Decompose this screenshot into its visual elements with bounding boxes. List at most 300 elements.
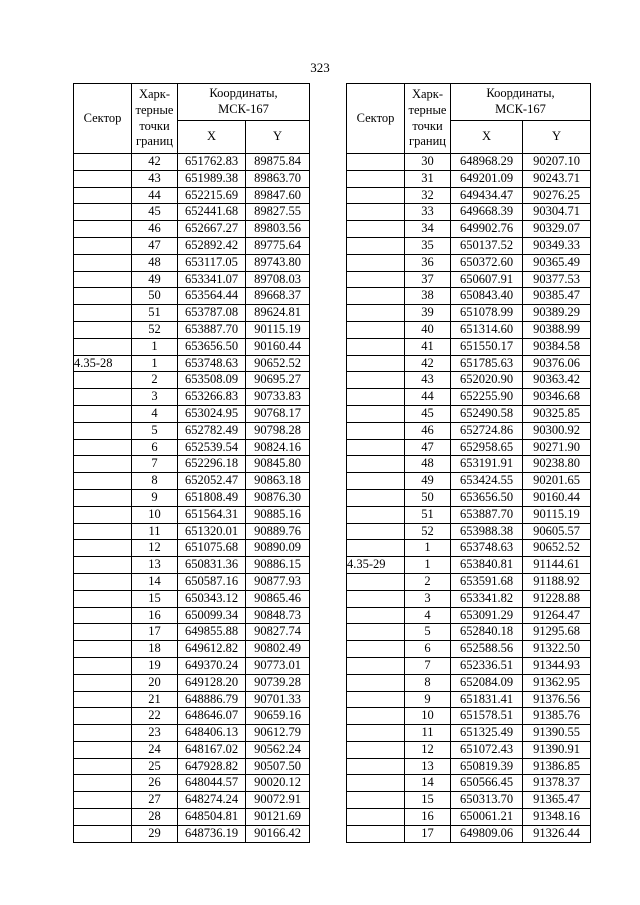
sector-cell xyxy=(74,338,132,355)
x-coordinate-cell: 650587.16 xyxy=(178,573,246,590)
sector-cell xyxy=(347,691,405,708)
point-number-cell: 7 xyxy=(405,657,451,674)
table-row xyxy=(74,641,310,658)
point-number-cell: 2 xyxy=(132,372,178,389)
sector-cell xyxy=(347,321,405,338)
x-coordinate-cell: 653117.05 xyxy=(178,254,246,271)
y-coordinate-cell: 91326.44 xyxy=(523,825,591,842)
x-coordinate-cell: 653748.63 xyxy=(451,540,523,557)
point-number-cell: 48 xyxy=(132,254,178,271)
sector-cell xyxy=(347,204,405,221)
point-number-cell: 2 xyxy=(405,573,451,590)
y-coordinate-cell: 90889.76 xyxy=(246,523,310,540)
table-row xyxy=(74,473,310,490)
x-coordinate-cell: 653091.29 xyxy=(451,607,523,624)
header-coordinates-line2: МСК-167 xyxy=(218,102,269,116)
sector-cell xyxy=(347,708,405,725)
y-coordinate-cell: 91385.76 xyxy=(523,708,591,725)
y-coordinate-cell: 89668.37 xyxy=(246,288,310,305)
header-coordinates-line1: Координаты, xyxy=(209,86,278,101)
x-coordinate-cell: 649809.06 xyxy=(451,825,523,842)
table-row xyxy=(74,825,310,842)
point-number-cell: 52 xyxy=(405,523,451,540)
sector-cell xyxy=(74,389,132,406)
x-coordinate-cell: 652052.47 xyxy=(178,473,246,490)
point-number-cell: 11 xyxy=(132,523,178,540)
y-coordinate-cell: 89624.81 xyxy=(246,305,310,322)
point-number-cell: 4 xyxy=(132,405,178,422)
sector-cell xyxy=(74,523,132,540)
point-number-cell: 35 xyxy=(405,237,451,254)
sector-cell xyxy=(74,758,132,775)
header-points-line3: точки xyxy=(139,118,170,133)
x-coordinate-cell: 653887.70 xyxy=(451,506,523,523)
y-coordinate-cell: 91264.47 xyxy=(523,607,591,624)
y-coordinate-cell: 90166.42 xyxy=(246,825,310,842)
point-number-cell: 44 xyxy=(405,389,451,406)
y-coordinate-cell: 90388.99 xyxy=(523,321,591,338)
point-number-cell: 49 xyxy=(405,473,451,490)
x-coordinate-cell: 653341.07 xyxy=(178,271,246,288)
x-coordinate-cell: 652840.18 xyxy=(451,624,523,641)
sector-cell xyxy=(347,237,405,254)
sector-cell: 4.35-28 xyxy=(74,355,132,372)
table-row xyxy=(74,355,310,372)
table-row xyxy=(347,708,591,725)
y-coordinate-cell: 91344.93 xyxy=(523,657,591,674)
y-coordinate-cell: 90876.30 xyxy=(246,489,310,506)
y-coordinate-cell: 90325.85 xyxy=(523,405,591,422)
header-coordinates-line2: МСК-167 xyxy=(495,102,546,116)
x-coordinate-cell: 653748.63 xyxy=(178,355,246,372)
table-row xyxy=(74,624,310,641)
table-row xyxy=(347,372,591,389)
point-number-cell: 5 xyxy=(132,422,178,439)
x-coordinate-cell: 650313.70 xyxy=(451,792,523,809)
y-coordinate-cell: 90886.15 xyxy=(246,557,310,574)
point-number-cell: 14 xyxy=(132,573,178,590)
y-coordinate-cell: 90020.12 xyxy=(246,775,310,792)
table-row xyxy=(74,573,310,590)
y-coordinate-cell: 91386.85 xyxy=(523,758,591,775)
point-number-cell: 3 xyxy=(405,590,451,607)
point-number-cell: 30 xyxy=(405,154,451,171)
y-coordinate-cell: 90115.19 xyxy=(523,506,591,523)
y-coordinate-cell: 91295.68 xyxy=(523,624,591,641)
y-coordinate-cell: 90072.91 xyxy=(246,792,310,809)
sector-cell xyxy=(347,456,405,473)
point-number-cell: 42 xyxy=(405,355,451,372)
y-coordinate-cell: 91376.56 xyxy=(523,691,591,708)
table-row xyxy=(347,758,591,775)
point-number-cell: 47 xyxy=(132,237,178,254)
header-sector: Сектор xyxy=(74,84,132,154)
point-number-cell: 38 xyxy=(405,288,451,305)
sector-cell xyxy=(347,439,405,456)
point-number-cell: 45 xyxy=(405,405,451,422)
table-row xyxy=(74,607,310,624)
y-coordinate-cell: 90384.58 xyxy=(523,338,591,355)
point-number-cell: 29 xyxy=(132,825,178,842)
y-coordinate-cell: 91322.50 xyxy=(523,641,591,658)
x-coordinate-cell: 652892.42 xyxy=(178,237,246,254)
sector-cell xyxy=(74,809,132,826)
x-coordinate-cell: 650343.12 xyxy=(178,590,246,607)
x-coordinate-cell: 652084.09 xyxy=(451,674,523,691)
y-coordinate-cell: 91188.92 xyxy=(523,573,591,590)
table-row xyxy=(347,321,591,338)
point-number-cell: 46 xyxy=(132,221,178,238)
x-coordinate-cell: 648167.02 xyxy=(178,741,246,758)
point-number-cell: 33 xyxy=(405,204,451,221)
point-number-cell: 43 xyxy=(132,170,178,187)
x-coordinate-cell: 653591.68 xyxy=(451,573,523,590)
x-coordinate-cell: 648274.24 xyxy=(178,792,246,809)
x-coordinate-cell: 649612.82 xyxy=(178,641,246,658)
point-number-cell: 16 xyxy=(405,809,451,826)
point-number-cell: 49 xyxy=(132,271,178,288)
point-number-cell: 51 xyxy=(132,305,178,322)
table-row xyxy=(347,473,591,490)
y-coordinate-cell: 90160.44 xyxy=(523,489,591,506)
header-coordinates-line1: Координаты, xyxy=(486,86,555,101)
y-coordinate-cell: 90365.49 xyxy=(523,254,591,271)
x-coordinate-cell: 651550.17 xyxy=(451,338,523,355)
coordinates-table-right xyxy=(346,83,591,843)
sector-cell xyxy=(74,405,132,422)
sector-cell xyxy=(74,590,132,607)
x-coordinate-cell: 653424.55 xyxy=(451,473,523,490)
y-coordinate-cell: 90385.47 xyxy=(523,288,591,305)
sector-cell xyxy=(347,170,405,187)
x-coordinate-cell: 652667.27 xyxy=(178,221,246,238)
sector-cell xyxy=(347,288,405,305)
sector-cell xyxy=(347,758,405,775)
table-row xyxy=(347,405,591,422)
x-coordinate-cell: 650607.91 xyxy=(451,271,523,288)
point-number-cell: 1 xyxy=(405,557,451,574)
left-table-body xyxy=(74,154,310,843)
x-coordinate-cell: 650831.36 xyxy=(178,557,246,574)
y-coordinate-cell: 90304.71 xyxy=(523,204,591,221)
y-coordinate-cell: 90507.50 xyxy=(246,758,310,775)
sector-cell xyxy=(74,321,132,338)
sector-cell xyxy=(347,775,405,792)
sector-cell xyxy=(74,170,132,187)
table-row xyxy=(74,792,310,809)
x-coordinate-cell: 650819.39 xyxy=(451,758,523,775)
x-coordinate-cell: 651785.63 xyxy=(451,355,523,372)
y-coordinate-cell: 89775.64 xyxy=(246,237,310,254)
header-x: X xyxy=(451,121,523,154)
table-row xyxy=(347,657,591,674)
x-coordinate-cell: 651075.68 xyxy=(178,540,246,557)
table-row xyxy=(74,691,310,708)
table-row xyxy=(347,355,591,372)
table-row xyxy=(347,540,591,557)
sector-cell xyxy=(347,825,405,842)
point-number-cell: 44 xyxy=(132,187,178,204)
x-coordinate-cell: 653840.81 xyxy=(451,557,523,574)
sector-cell xyxy=(74,439,132,456)
point-number-cell: 17 xyxy=(132,624,178,641)
x-coordinate-cell: 651578.51 xyxy=(451,708,523,725)
y-coordinate-cell: 91390.55 xyxy=(523,725,591,742)
header-coordinates xyxy=(451,84,591,121)
point-number-cell: 25 xyxy=(132,758,178,775)
point-number-cell: 47 xyxy=(405,439,451,456)
table-row xyxy=(347,674,591,691)
sector-cell xyxy=(74,271,132,288)
header-y: Y xyxy=(246,121,310,154)
x-coordinate-cell: 653787.08 xyxy=(178,305,246,322)
y-coordinate-cell: 91390.91 xyxy=(523,741,591,758)
table-row xyxy=(347,590,591,607)
point-number-cell: 37 xyxy=(405,271,451,288)
x-coordinate-cell: 653024.95 xyxy=(178,405,246,422)
sector-cell xyxy=(347,254,405,271)
point-number-cell: 28 xyxy=(132,809,178,826)
y-coordinate-cell: 90827.74 xyxy=(246,624,310,641)
point-number-cell: 13 xyxy=(405,758,451,775)
point-number-cell: 6 xyxy=(405,641,451,658)
table-row xyxy=(74,187,310,204)
sector-cell xyxy=(347,624,405,641)
point-number-cell: 9 xyxy=(132,489,178,506)
table-row xyxy=(74,456,310,473)
sector-cell xyxy=(74,473,132,490)
y-coordinate-cell: 90346.68 xyxy=(523,389,591,406)
point-number-cell: 50 xyxy=(132,288,178,305)
point-number-cell: 48 xyxy=(405,456,451,473)
y-coordinate-cell: 90160.44 xyxy=(246,338,310,355)
sector-cell xyxy=(347,305,405,322)
x-coordinate-cell: 652588.56 xyxy=(451,641,523,658)
table-row xyxy=(74,439,310,456)
sector-cell xyxy=(347,154,405,171)
table-row xyxy=(347,489,591,506)
y-coordinate-cell: 90885.16 xyxy=(246,506,310,523)
x-coordinate-cell: 648406.13 xyxy=(178,725,246,742)
sector-cell xyxy=(74,305,132,322)
sector-cell xyxy=(74,237,132,254)
y-coordinate-cell: 90695.27 xyxy=(246,372,310,389)
sector-cell xyxy=(74,674,132,691)
sector-cell xyxy=(347,473,405,490)
x-coordinate-cell: 652215.69 xyxy=(178,187,246,204)
table-row xyxy=(74,271,310,288)
table-row xyxy=(74,523,310,540)
point-number-cell: 12 xyxy=(132,540,178,557)
table-row xyxy=(74,489,310,506)
y-coordinate-cell: 90271.90 xyxy=(523,439,591,456)
y-coordinate-cell: 90659.16 xyxy=(246,708,310,725)
table-row xyxy=(347,221,591,238)
x-coordinate-cell: 652539.54 xyxy=(178,439,246,456)
x-coordinate-cell: 651314.60 xyxy=(451,321,523,338)
y-coordinate-cell: 90865.46 xyxy=(246,590,310,607)
table-row xyxy=(347,825,591,842)
sector-cell: 4.35-29 xyxy=(347,557,405,574)
x-coordinate-cell: 652296.18 xyxy=(178,456,246,473)
x-coordinate-cell: 652336.51 xyxy=(451,657,523,674)
x-coordinate-cell: 651072.43 xyxy=(451,741,523,758)
sector-cell xyxy=(347,641,405,658)
table-row xyxy=(74,590,310,607)
y-coordinate-cell: 90890.09 xyxy=(246,540,310,557)
x-coordinate-cell: 650566.45 xyxy=(451,775,523,792)
x-coordinate-cell: 653564.44 xyxy=(178,288,246,305)
point-number-cell: 27 xyxy=(132,792,178,809)
table-row xyxy=(74,557,310,574)
sector-cell xyxy=(347,741,405,758)
point-number-cell: 13 xyxy=(132,557,178,574)
table-row xyxy=(347,725,591,742)
table-row xyxy=(347,792,591,809)
point-number-cell: 52 xyxy=(132,321,178,338)
y-coordinate-cell: 90121.69 xyxy=(246,809,310,826)
x-coordinate-cell: 648886.79 xyxy=(178,691,246,708)
point-number-cell: 34 xyxy=(405,221,451,238)
y-coordinate-cell: 90701.33 xyxy=(246,691,310,708)
table-row xyxy=(347,775,591,792)
x-coordinate-cell: 650843.40 xyxy=(451,288,523,305)
table-row xyxy=(347,338,591,355)
header-points-line2: терные xyxy=(408,102,447,117)
x-coordinate-cell: 652441.68 xyxy=(178,204,246,221)
x-coordinate-cell: 653266.83 xyxy=(178,389,246,406)
sector-cell xyxy=(347,540,405,557)
point-number-cell: 41 xyxy=(405,338,451,355)
table-row xyxy=(74,674,310,691)
y-coordinate-cell: 90863.18 xyxy=(246,473,310,490)
right-table-body xyxy=(347,154,591,843)
y-coordinate-cell: 89875.84 xyxy=(246,154,310,171)
table-row xyxy=(74,254,310,271)
coordinates-table-left xyxy=(73,83,310,843)
sector-cell xyxy=(74,624,132,641)
x-coordinate-cell: 648968.29 xyxy=(451,154,523,171)
point-number-cell: 1 xyxy=(132,355,178,372)
table-row xyxy=(347,305,591,322)
sector-cell xyxy=(347,389,405,406)
point-number-cell: 22 xyxy=(132,708,178,725)
table-row xyxy=(74,741,310,758)
table-row xyxy=(347,809,591,826)
y-coordinate-cell: 89708.03 xyxy=(246,271,310,288)
table-row xyxy=(347,288,591,305)
sector-cell xyxy=(74,506,132,523)
table-row xyxy=(74,540,310,557)
x-coordinate-cell: 650372.60 xyxy=(451,254,523,271)
x-coordinate-cell: 651762.83 xyxy=(178,154,246,171)
x-coordinate-cell: 651078.99 xyxy=(451,305,523,322)
sector-cell xyxy=(74,221,132,238)
x-coordinate-cell: 648646.07 xyxy=(178,708,246,725)
x-coordinate-cell: 648044.57 xyxy=(178,775,246,792)
x-coordinate-cell: 651989.38 xyxy=(178,170,246,187)
y-coordinate-cell: 91144.61 xyxy=(523,557,591,574)
table-row xyxy=(74,405,310,422)
table-row xyxy=(347,641,591,658)
table-row xyxy=(74,372,310,389)
table-row xyxy=(347,506,591,523)
header-coordinates xyxy=(178,84,310,121)
sector-cell xyxy=(347,809,405,826)
table-row xyxy=(347,523,591,540)
point-number-cell: 21 xyxy=(132,691,178,708)
header-points-line1: Харк- xyxy=(138,86,171,101)
point-number-cell: 15 xyxy=(405,792,451,809)
y-coordinate-cell: 90798.28 xyxy=(246,422,310,439)
x-coordinate-cell: 647928.82 xyxy=(178,758,246,775)
point-number-cell: 45 xyxy=(132,204,178,221)
table-row xyxy=(74,204,310,221)
x-coordinate-cell: 651325.49 xyxy=(451,725,523,742)
x-coordinate-cell: 649128.20 xyxy=(178,674,246,691)
sector-cell xyxy=(74,607,132,624)
sector-cell xyxy=(74,154,132,171)
x-coordinate-cell: 648736.19 xyxy=(178,825,246,842)
y-coordinate-cell: 90329.07 xyxy=(523,221,591,238)
sector-cell xyxy=(74,187,132,204)
sector-cell xyxy=(347,674,405,691)
table-row xyxy=(74,221,310,238)
point-number-cell: 3 xyxy=(132,389,178,406)
x-coordinate-cell: 649668.39 xyxy=(451,204,523,221)
y-coordinate-cell: 90802.49 xyxy=(246,641,310,658)
table-row xyxy=(74,389,310,406)
point-number-cell: 7 xyxy=(132,456,178,473)
table-row xyxy=(74,338,310,355)
y-coordinate-cell: 90115.19 xyxy=(246,321,310,338)
table-row xyxy=(74,321,310,338)
point-number-cell: 10 xyxy=(405,708,451,725)
table-row xyxy=(347,204,591,221)
table-row xyxy=(74,657,310,674)
y-coordinate-cell: 90733.83 xyxy=(246,389,310,406)
point-number-cell: 14 xyxy=(405,775,451,792)
y-coordinate-cell: 90276.25 xyxy=(523,187,591,204)
x-coordinate-cell: 652020.90 xyxy=(451,372,523,389)
sector-cell xyxy=(74,641,132,658)
x-coordinate-cell: 653191.91 xyxy=(451,456,523,473)
x-coordinate-cell: 650061.21 xyxy=(451,809,523,826)
point-number-cell: 10 xyxy=(132,506,178,523)
sector-cell xyxy=(347,187,405,204)
x-coordinate-cell: 653887.70 xyxy=(178,321,246,338)
point-number-cell: 6 xyxy=(132,439,178,456)
sector-cell xyxy=(347,422,405,439)
x-coordinate-cell: 648504.81 xyxy=(178,809,246,826)
header-y: Y xyxy=(523,121,591,154)
sector-cell xyxy=(347,725,405,742)
y-coordinate-cell: 89847.60 xyxy=(246,187,310,204)
y-coordinate-cell: 91348.16 xyxy=(523,809,591,826)
point-number-cell: 15 xyxy=(132,590,178,607)
y-coordinate-cell: 90848.73 xyxy=(246,607,310,624)
point-number-cell: 50 xyxy=(405,489,451,506)
point-number-cell: 1 xyxy=(132,338,178,355)
sector-cell xyxy=(347,489,405,506)
sector-cell xyxy=(347,405,405,422)
point-number-cell: 26 xyxy=(132,775,178,792)
point-number-cell: 31 xyxy=(405,170,451,187)
y-coordinate-cell: 90739.28 xyxy=(246,674,310,691)
x-coordinate-cell: 652255.90 xyxy=(451,389,523,406)
sector-cell xyxy=(74,708,132,725)
point-number-cell: 51 xyxy=(405,506,451,523)
